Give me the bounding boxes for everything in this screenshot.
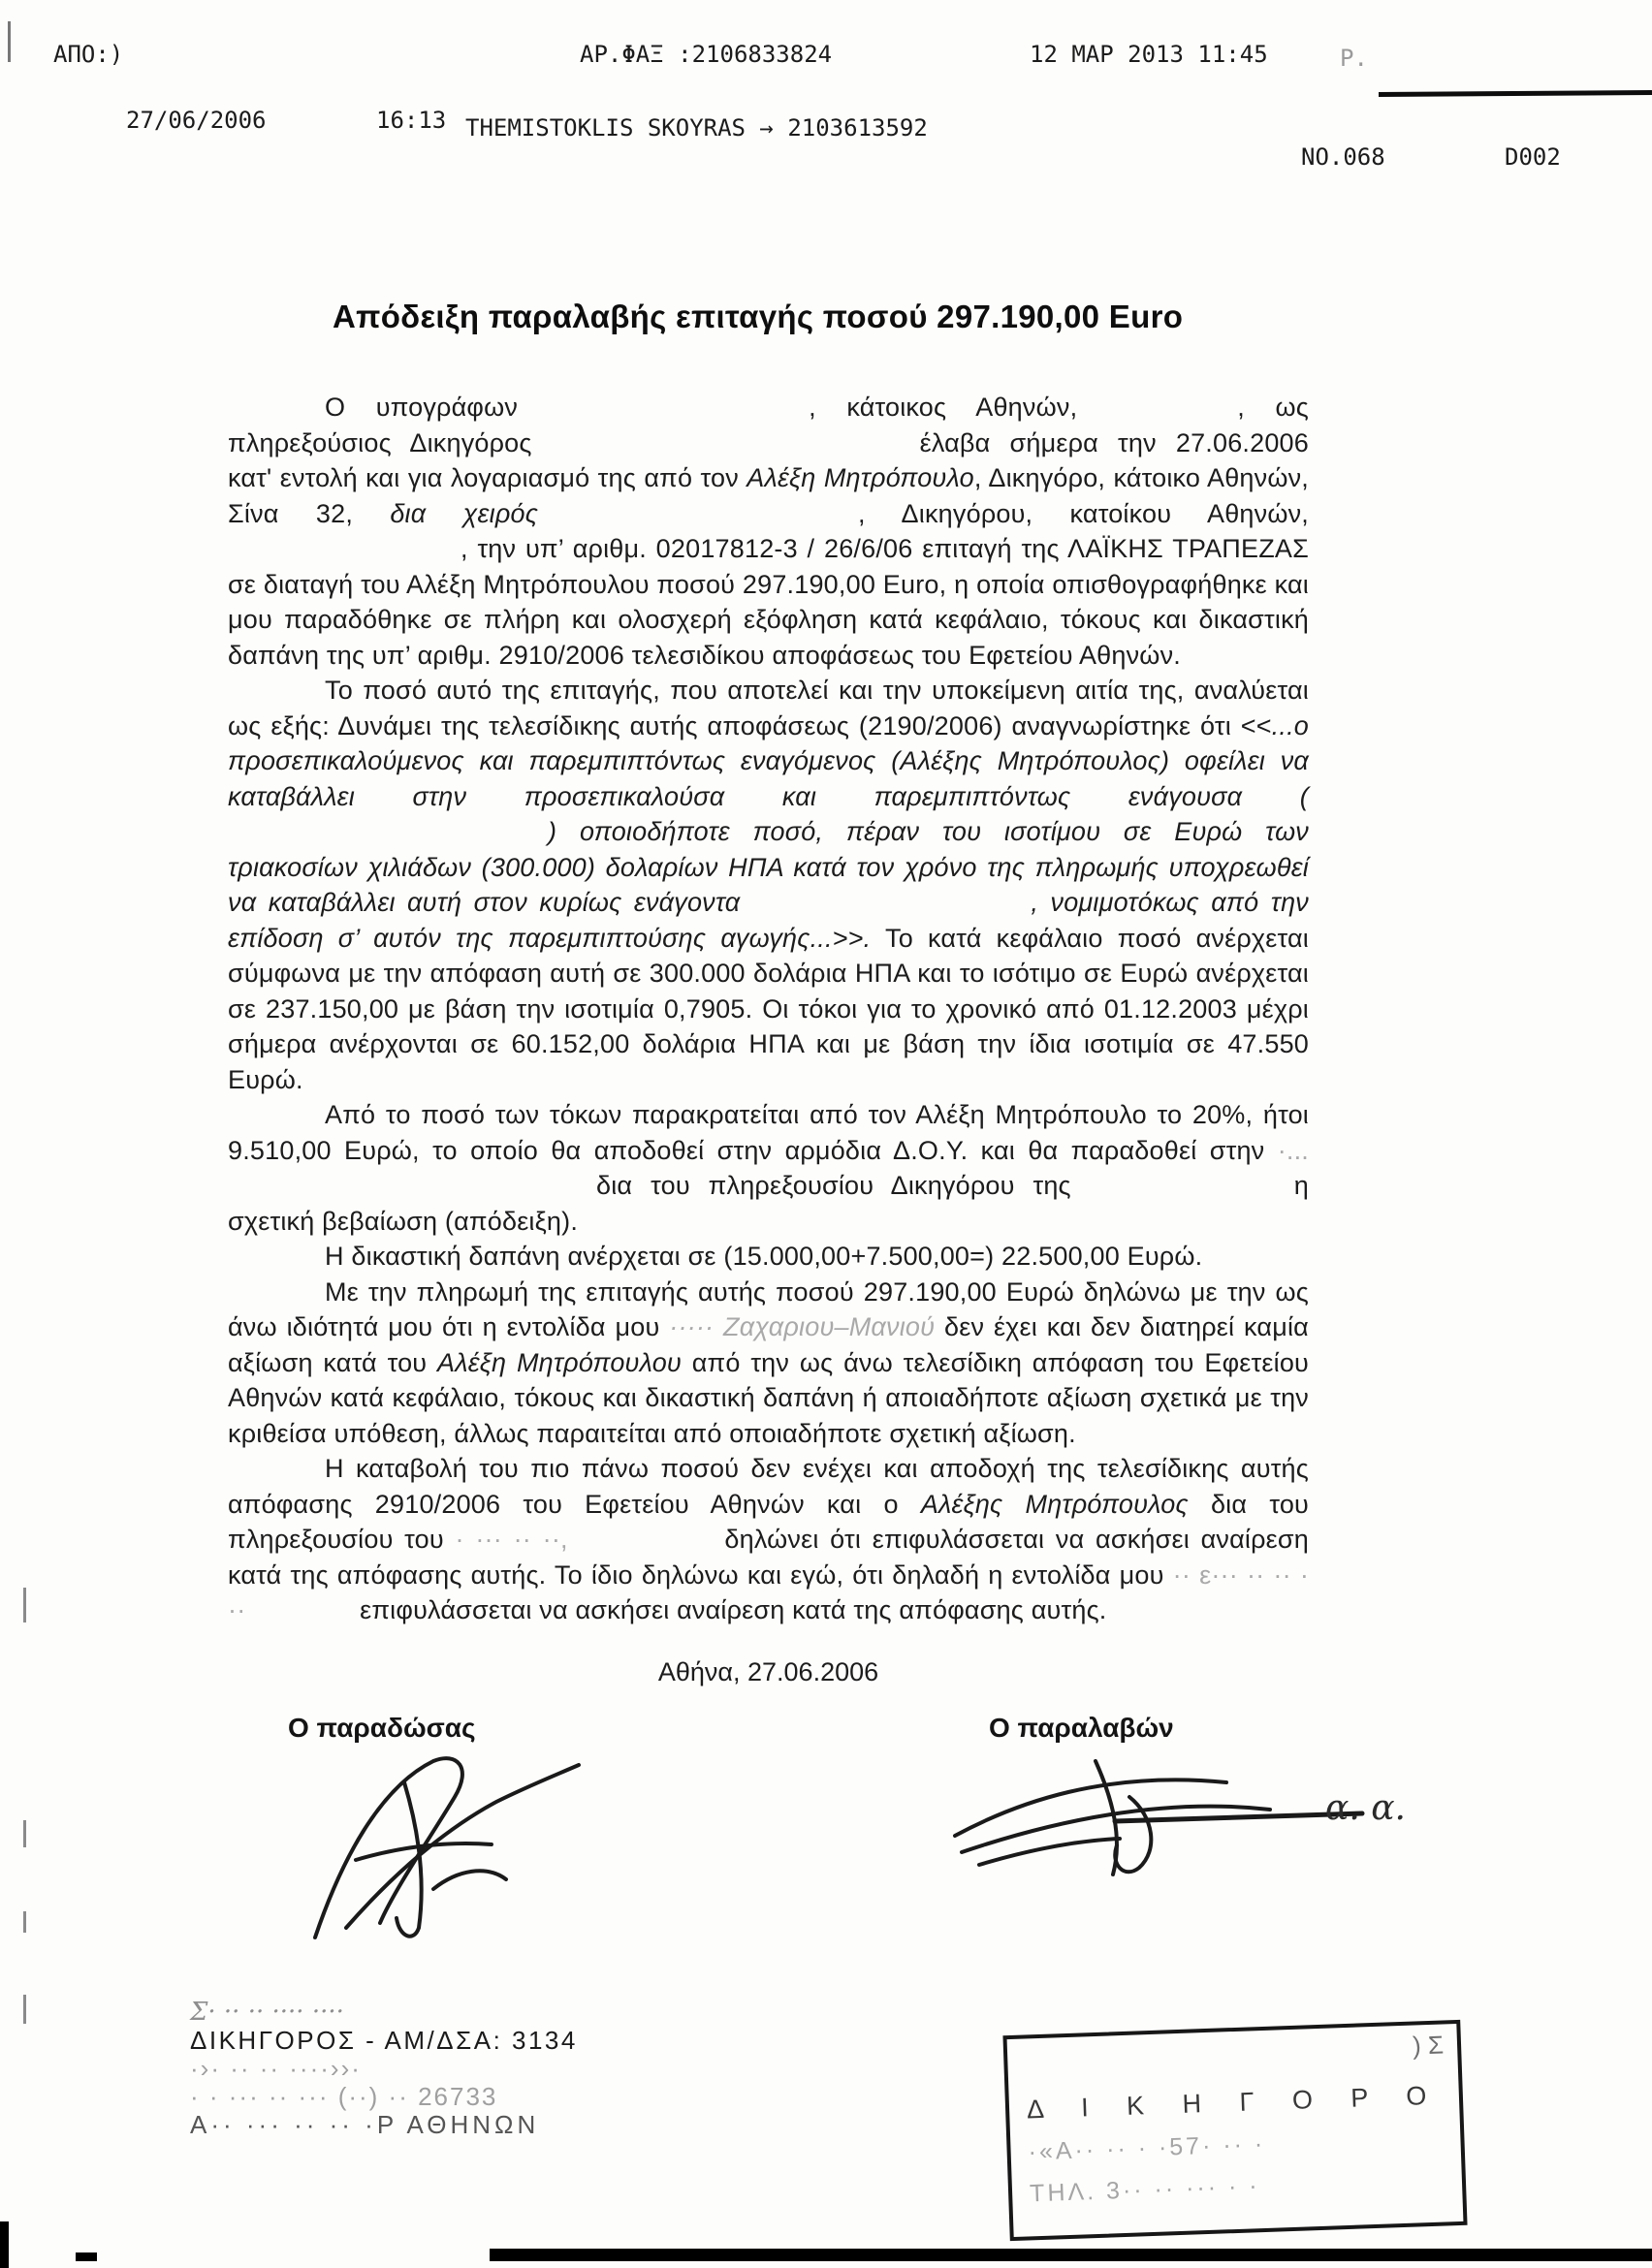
paragraph	[228, 1097, 1309, 1239]
redacted-blank	[740, 910, 1031, 911]
redacted-blank	[568, 1547, 714, 1548]
fax-sent-date: 27/06/2006	[126, 107, 267, 134]
text-segment: ) οποιοδήποτε ποσό, πέραν του ισοτίμου σε Ευρώ των τριακοσίων χιλιάδων (300.000) δολαρίων ΗΠΑ κατά τον χρόνο της πληρωμής υποχρεωθεί να καταβάλλει αυτή στον κυρίως ενάγοντα	[228, 817, 1309, 917]
text-segment: επιφυλάσσεται να ασκήσει αναίρεση κατά της απόφασης αυτής.	[360, 1595, 1107, 1624]
margin-mark	[23, 1588, 26, 1622]
text-segment: δια χειρός	[390, 498, 539, 528]
text-segment: Αλέξη Μητρόπουλου	[437, 1347, 682, 1377]
text-segment: , την υπ’ αριθμ. 02017812-3 / 26/6/06 επιταγή της ΛΑΪΚΗΣ ΤΡΑΠΕΖΑΣ σε διαταγή του Αλέξη Μητρόπουλου ποσού 297.190,00 Euro, η οποία οπισθογραφήθηκε και μου παραδόθηκε σε πλήρη και ολοσχερή εξόφληση κατά κεφάλαιο, τόκους και δικαστική δαπάνη της υπ’ αριθμ. 2910/2006 τελεσιδίκου αποφάσεως του Εφετείου Αθηνών.	[228, 534, 1309, 670]
stamp-line: · · ··· ·· ··· (··) ·· 26733	[190, 2082, 498, 2111]
redacted-blank	[228, 1193, 596, 1194]
stamp-right-lines	[1028, 2125, 1445, 2209]
stamp-line: Α·· ··· ·· ·· ·Ρ ΑΘΗΝΩΝ	[190, 2110, 540, 2139]
redacted-blank	[228, 556, 461, 557]
fax-number: ΑΡ.ΦΑΞ :2106833824	[580, 41, 833, 68]
redacted-blank	[228, 839, 548, 840]
text-segment: ·· ε··· ·· ·· · ··	[228, 1559, 1310, 1624]
paragraph	[228, 1239, 1309, 1275]
text-segment: δεν έχει και δεν διατηρεί καμία αξίωση κατά του	[228, 1312, 1309, 1377]
text-segment: , Δικηγόρου, κατοίκου Αθηνών,	[858, 498, 1310, 528]
text-segment: ...ο προσεπικαλούμενος και παρεμπιπτόντως εναγόμενος (Αλέξης Μητρόπουλος) οφείλει να καταβάλλει στην προσεπικαλούσα και παρεμπιπτόντως ενάγουσα (	[228, 710, 1309, 811]
signature-block-deliverer	[288, 1713, 656, 1947]
text-segment: από την ως άνω τελεσίδικη απόφαση του Εφετείου Αθηνών κατά κεφάλαιο, τόκους και δικαστική δαπάνη ή αποιαδήποτε αξίωση σχετικά με την κριθείσα υπόθεση, άλλως παραιτείται από οποιαδήποτε σχετική αξίωση.	[228, 1347, 1310, 1448]
stamp-line: ΤΗΛ. 3·· ·· ··· · ·	[1029, 2172, 1261, 2208]
redacted-blank	[1077, 415, 1237, 416]
margin-mark	[23, 1911, 26, 1933]
text-segment: Η καταβολή του πιο πάνω ποσού δεν ενέχει και αποδοχή της τελεσίδικης αυτής απόφασης 2910/2006 του Εφετείου Αθηνών και ο	[228, 1454, 1309, 1519]
paragraph	[228, 390, 1309, 673]
text-segment: Από το ποσό των τόκων παρακρατείται από τον Αλέξη Μητρόπουλο το 20%, ήτοι 9.510,00 Ευρώ, το οποίο θα αποδοθεί στην αρμόδια Δ.Ο.Υ. και θα παραδοθεί στην	[228, 1100, 1309, 1165]
lawyer-stamp-left	[190, 1999, 772, 2139]
text-segment: , νομιμοτόκως από την επίδοση σ’ αυτόν της παρεμπιπτούσης αγωγής...>>.	[228, 888, 1309, 953]
scan-artifact-bottom-bar	[490, 2249, 1652, 2261]
paragraph	[228, 1275, 1309, 1452]
header-underline	[1379, 90, 1652, 97]
receiver-signature-scribble	[950, 1744, 1367, 1908]
text-segment: , ως πληρεξούσιος Δικηγόρος	[228, 393, 1309, 457]
text-segment: ·...	[1264, 1135, 1309, 1165]
margin-mark	[23, 1820, 26, 1847]
stamp-line: Σ· ·· ·· ···· ····	[190, 1998, 344, 2027]
text-segment: Η δικαστική δαπάνη ανέρχεται σε (15.000,00+7.500,00=) 22.500,00 Ευρώ.	[325, 1242, 1203, 1271]
stamp-line: ·›· ·· ·· ····››·	[190, 2054, 362, 2083]
fax-from-label: ΑΠΟ:)	[53, 41, 124, 68]
text-segment: Με την πληρωμή της επιταγής αυτής ποσού 297.190,00 Ευρώ δηλώνω με την ως άνω ιδιότητά μου ότι η εντολίδα μου	[228, 1276, 1309, 1341]
text-segment: δηλώνει ότι επιφυλάσσεται να ασκήσει αναίρεση κατά της απόφασης αυτής. Το ίδιο δηλώνω και εγώ, ότι δηλαδή η εντολίδα μου	[228, 1525, 1309, 1590]
scan-artifact-bottom-mark	[76, 2252, 97, 2261]
text-segment: Το κατά κεφάλαιο ποσό ανέρχεται σύμφωνα με την απόφαση αυτή σε 300.000 δολάρια ΗΠΑ και το ισότιμο σε Ευρώ ανέρχεται σε 237.150,00 με βάση την ισοτιμία 0,7905. Οι τόκοι για το χρονικό από 01.12.2003 μέχρι σήμερα ανέρχονται σε 60.152,00 δολάρια ΗΠΑ και με βάση την ίδια ισοτιμία σε 47.550 Ευρώ.	[228, 923, 1309, 1094]
text-segment: Ο υπογράφων	[325, 393, 519, 422]
text-segment: Αλέξης Μητρόπουλος	[920, 1489, 1189, 1519]
redacted-blank	[253, 1618, 360, 1619]
scan-artifact-bottom-edge	[0, 2221, 9, 2268]
signature-block-receiver	[950, 1712, 1406, 1947]
signature-row	[228, 1712, 1406, 1947]
fax-sender-line: THEMISTOKLIS SKOYRAS → 2103613592	[465, 114, 928, 142]
stamp-right-corner-mark: ) Σ	[1412, 2030, 1445, 2061]
text-segment: Αλέξη Μητρόπουλο	[747, 463, 974, 492]
stamp-line: ΔΙΚΗΓΟΡΟΣ - ΑΜ/ΔΣΑ: 3134	[190, 2026, 578, 2055]
fax-page-marker: Ρ.	[1340, 45, 1368, 72]
stamp-line: ·«Α·· ·· · ·57· ·· ·	[1028, 2129, 1266, 2166]
redacted-blank	[538, 521, 858, 522]
text-segment: Το ποσό αυτό της επιταγής, που αποτελεί και την υποκείμενη αιτία της, αναλύεται ως εξής: Δυνάμει της τελεσίδικης αυτής αποφάσεως (2190/2006) αναγνωρίστηκε ότι <<	[228, 676, 1309, 740]
redacted-blank	[532, 451, 920, 452]
fax-page-no: NO.068	[1301, 143, 1385, 171]
text-segment: , κάτοικος Αθηνών,	[809, 393, 1078, 422]
body-paragraphs	[228, 390, 1309, 1628]
date-line: Αθήνα, 27.06.2006	[657, 1656, 879, 1686]
text-segment: δια του πληρεξουσίου του	[228, 1489, 1309, 1554]
paragraph	[228, 1451, 1309, 1628]
lawyer-stamp-right	[1002, 2020, 1467, 2241]
text-segment: η σχετική βεβαίωση (απόδειξη).	[228, 1171, 1309, 1236]
text-segment: ····· Ζαχαριου–Μανιού	[669, 1312, 936, 1341]
document-title: Απόδειξη παραλαβής επιταγής ποσού 297.190,00 Euro	[333, 299, 1184, 334]
fax-sent-time: 16:13	[376, 107, 447, 134]
fax-datetime: 12 ΜΑΡ 2013 11:45	[1030, 41, 1268, 68]
deliverer-signature-scribble	[288, 1744, 656, 1947]
deliverer-label: Ο παραδώσας	[288, 1712, 476, 1743]
stamp-right-title: Δ Ι Κ Η Γ Ο Ρ Ο	[1026, 2080, 1443, 2125]
redacted-blank	[1071, 1193, 1294, 1194]
text-segment: · ··· ·· ··,	[443, 1525, 568, 1554]
redacted-blank	[518, 415, 809, 416]
fax-doc-code: D002	[1505, 143, 1561, 171]
receiver-label: Ο παραλαβών	[989, 1712, 1174, 1743]
document-content	[228, 299, 1406, 1947]
margin-mark	[23, 1995, 26, 2024]
text-segment: δια του πληρεξουσίου Δικηγόρου της	[596, 1171, 1071, 1200]
scan-artifact-top-left	[8, 21, 11, 62]
text-segment: έλαβα σήμερα την 27.06.2006 κατ' εντολή και για λογαριασμό της από τον	[228, 427, 1309, 492]
receiver-aa-initials: α. α.	[1325, 1787, 1406, 1828]
text-segment: , Δικηγόρο, κάτοικο Αθηνών, Σίνα 32,	[228, 463, 1310, 528]
paragraph	[228, 673, 1309, 1097]
